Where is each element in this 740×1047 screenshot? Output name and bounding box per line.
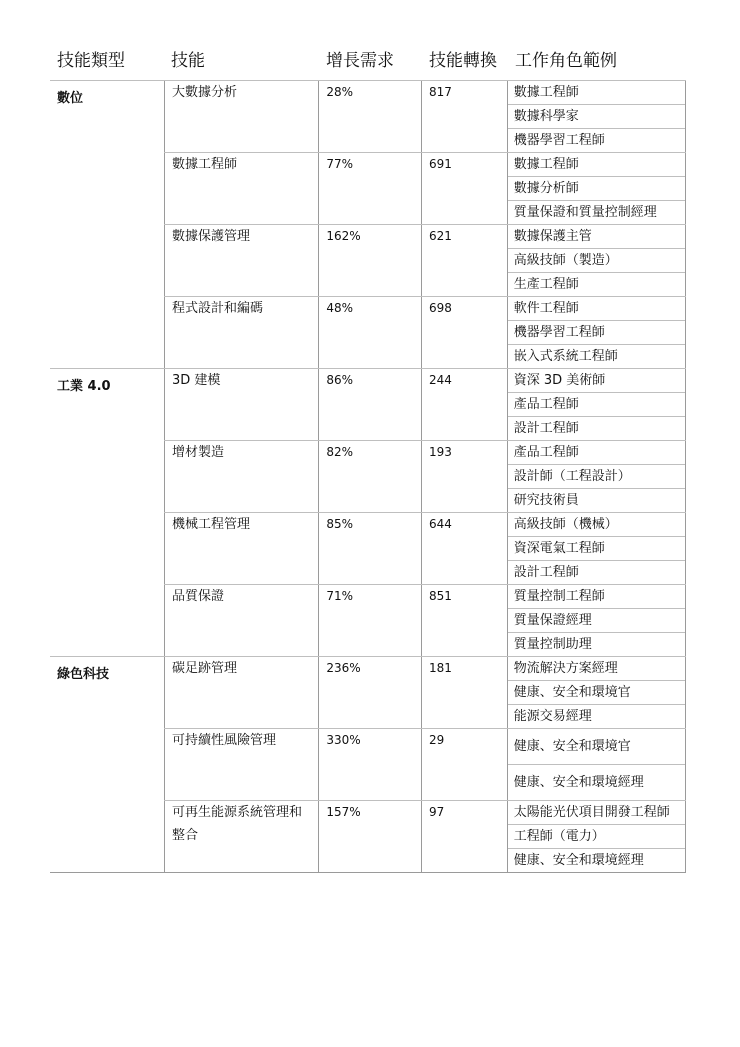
- role-list: [507, 297, 686, 368]
- role-item: 軟件工程師: [513, 301, 579, 316]
- role-item: 資深電氣工程師: [508, 536, 685, 560]
- skill-name: 品質保證: [164, 585, 318, 656]
- role-item: 高級技師（製造）: [508, 248, 685, 272]
- header-skill-type: 技能類型: [57, 51, 125, 71]
- skill-transition-value: 698: [421, 297, 507, 368]
- skill-transition-value: 97: [421, 801, 507, 872]
- table-body: [50, 80, 686, 872]
- skill-transition-value: 29: [421, 729, 507, 800]
- skill-name: 碳足跡管理: [164, 657, 318, 728]
- role-item: 數據科學家: [508, 104, 685, 128]
- role-item: 質量保證和質量控制經理: [508, 200, 685, 224]
- skill-row: [164, 224, 686, 296]
- skill-transition-value: 644: [421, 513, 507, 584]
- skills-table: [50, 36, 686, 873]
- category-row: [50, 80, 686, 368]
- skill-transition-value: 621: [421, 225, 507, 296]
- role-item: 質量控制工程師: [513, 589, 605, 604]
- header-skill: 技能: [171, 51, 205, 71]
- role-item: 設計工程師: [508, 416, 685, 440]
- growth-demand-value: 157%: [318, 801, 421, 872]
- role-item: 能源交易經理: [508, 704, 685, 728]
- role-item: 機器學習工程師: [508, 320, 685, 344]
- growth-demand-value: 77%: [318, 153, 421, 224]
- skill-transition-value: 817: [421, 81, 507, 152]
- growth-demand-value: 85%: [318, 513, 421, 584]
- role-item: 健康、安全和環境經理: [508, 848, 685, 872]
- role-item: 質量保證經理: [508, 608, 685, 632]
- role-item: 資深 3D 美術師: [513, 373, 606, 388]
- skill-name: 機械工程管理: [164, 513, 318, 584]
- role-item: 設計工程師: [508, 560, 685, 584]
- category-skills: [164, 369, 686, 656]
- role-list: [507, 225, 686, 296]
- skill-row: [164, 728, 686, 800]
- role-list: [507, 513, 686, 584]
- role-item: 數據分析師: [508, 176, 685, 200]
- skill-name: 可持續性風險管理: [164, 729, 318, 800]
- growth-demand-value: 71%: [318, 585, 421, 656]
- role-item: 數據工程師: [513, 85, 579, 100]
- category-skills: [164, 657, 686, 872]
- role-list: [507, 585, 686, 656]
- growth-demand-value: 236%: [318, 657, 421, 728]
- skill-name: 程式設計和編碼: [164, 297, 318, 368]
- role-item: 物流解決方案經理: [513, 661, 618, 676]
- growth-demand-value: 86%: [318, 369, 421, 440]
- role-list: [507, 729, 686, 800]
- role-item: 設計師（工程設計）: [508, 464, 685, 488]
- skill-transition-value: 851: [421, 585, 507, 656]
- category-row: [50, 368, 686, 656]
- table-bottom-border: [50, 872, 686, 873]
- category-label: 數位: [57, 91, 84, 106]
- skill-row: [164, 584, 686, 656]
- role-item: 產品工程師: [508, 392, 685, 416]
- growth-demand-value: 48%: [318, 297, 421, 368]
- growth-demand-value: 82%: [318, 441, 421, 512]
- role-list: [507, 441, 686, 512]
- role-item: 健康、安全和環境官: [508, 680, 685, 704]
- skill-name: 增材製造: [164, 441, 318, 512]
- role-item: 健康、安全和環境經理: [508, 764, 685, 800]
- role-item: 質量控制助理: [508, 632, 685, 656]
- skill-name: 3D 建模: [164, 369, 318, 440]
- skill-name: 可再生能源系統管理和整合: [164, 801, 318, 872]
- skill-name: 數據工程師: [164, 153, 318, 224]
- role-item: 嵌入式系統工程師: [508, 344, 685, 368]
- role-item: 健康、安全和環境官: [513, 739, 631, 754]
- header-skill-transition: 技能轉換: [429, 51, 497, 71]
- role-item: 產品工程師: [513, 445, 579, 460]
- header-growth-demand: 增長需求: [326, 51, 394, 71]
- header-role-examples: 工作角色範例: [515, 51, 617, 71]
- role-item: 數據工程師: [513, 157, 579, 172]
- role-list: [507, 81, 686, 152]
- skill-row: [164, 152, 686, 224]
- skill-row: [164, 800, 686, 872]
- skill-transition-value: 181: [421, 657, 507, 728]
- skill-transition-value: 193: [421, 441, 507, 512]
- role-item: 機器學習工程師: [508, 128, 685, 152]
- category-label: 綠色科技: [57, 667, 110, 682]
- role-item: 研究技術員: [508, 488, 685, 512]
- skill-row: [164, 369, 686, 440]
- skill-transition-value: 691: [421, 153, 507, 224]
- role-item: 生產工程師: [508, 272, 685, 296]
- role-item: 工程師（電力）: [508, 824, 685, 848]
- skill-row: [164, 81, 686, 152]
- role-list: [507, 801, 686, 872]
- category-label: 工業 4.0: [57, 379, 111, 394]
- role-item: 高級技師（機械）: [513, 517, 618, 532]
- skill-row: [164, 440, 686, 512]
- skill-name: 數據保護管理: [164, 225, 318, 296]
- category-row: [50, 656, 686, 872]
- category-skills: [164, 81, 686, 368]
- role-list: [507, 369, 686, 440]
- growth-demand-value: 28%: [318, 81, 421, 152]
- skill-name: 大數據分析: [164, 81, 318, 152]
- role-item: 太陽能光伏項目開發工程師: [513, 805, 670, 820]
- role-list: [507, 657, 686, 728]
- growth-demand-value: 330%: [318, 729, 421, 800]
- table-header-row: [50, 36, 686, 80]
- role-item: 數據保護主管: [513, 229, 592, 244]
- skill-row: [164, 296, 686, 368]
- skill-row: [164, 512, 686, 584]
- skill-transition-value: 244: [421, 369, 507, 440]
- role-list: [507, 153, 686, 224]
- growth-demand-value: 162%: [318, 225, 421, 296]
- skill-row: [164, 657, 686, 728]
